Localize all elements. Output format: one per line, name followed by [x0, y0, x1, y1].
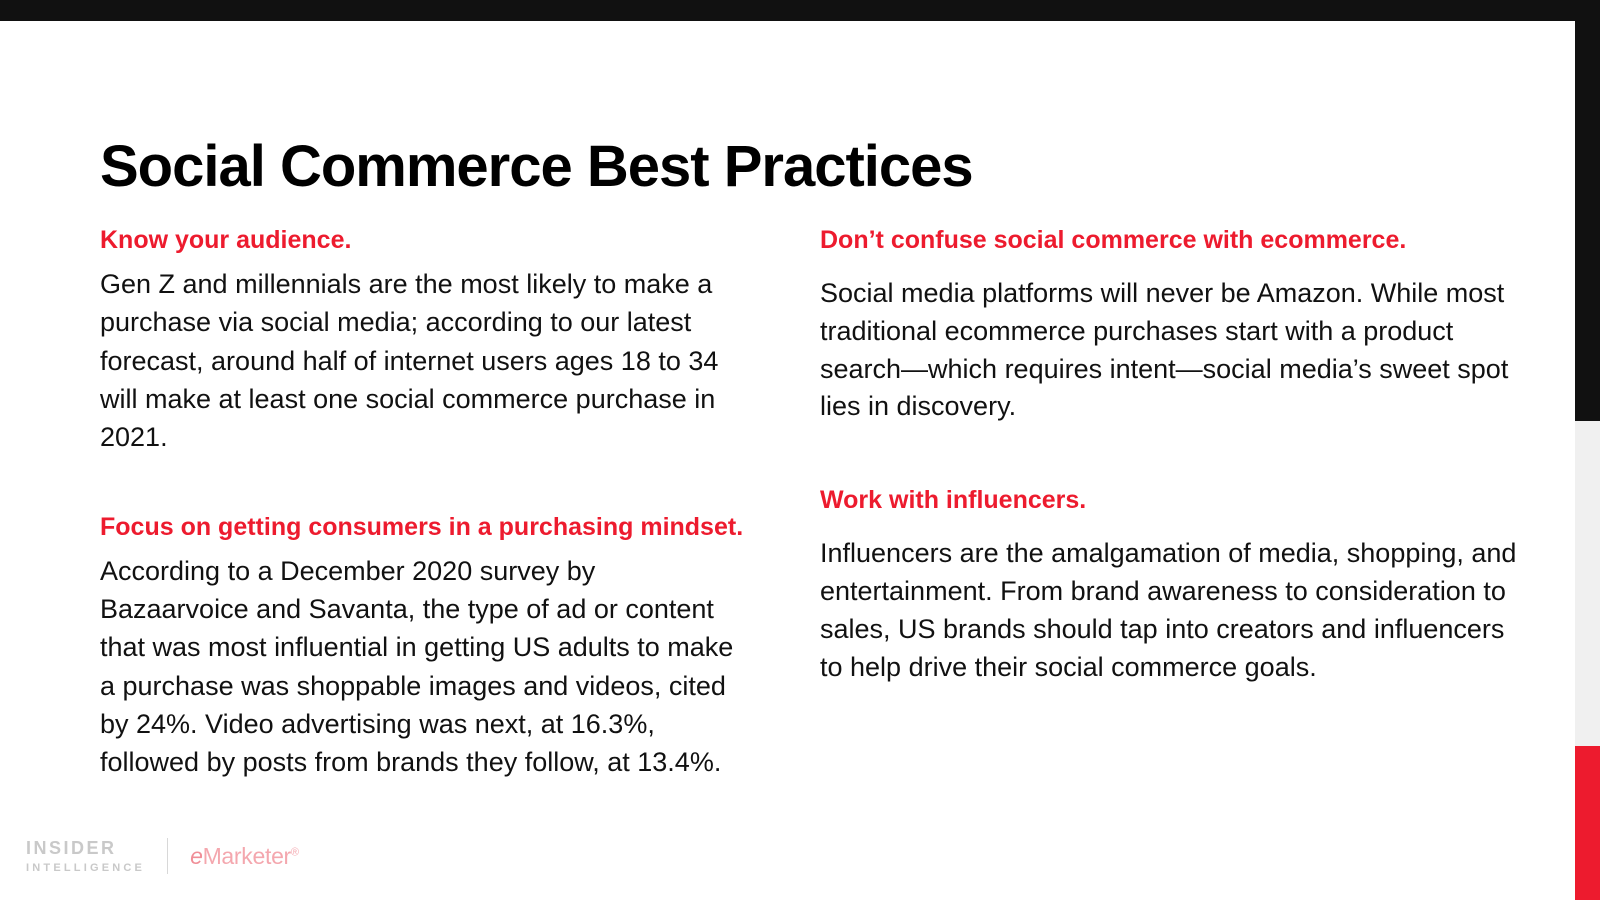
slide-edge-line — [1574, 21, 1575, 900]
insider-logo-line1: INSIDER — [26, 838, 117, 858]
block-body: According to a December 2020 survey by Bazaarvoice and Savanta, the type of ad or content that was most influential in getting US adults to make a purchase was shoppable images and videos, cited by 24%. Video advertising was next, at 16.3%, followed by posts from brands they follow, at 13.4%. — [100, 555, 734, 778]
block-heading: Know your audience. — [100, 226, 352, 254]
block-heading: Focus on getting consumers in a purchasing mindset. — [100, 512, 744, 541]
block-body: Gen Z and millennials are the most likely to make a purchase via social media; according to our latest forecast, around half of internet users ages 18 to 34 will make at least one social commerce purchase in 2021. — [100, 269, 719, 453]
top-decoration-bar — [0, 0, 1600, 21]
emarketer-logo — [168, 843, 299, 870]
slide-canvas — [0, 21, 1575, 900]
emarketer-logo-name: Marketer — [202, 842, 291, 869]
content-block — [100, 513, 745, 782]
footer-logos — [26, 836, 299, 876]
left-column — [100, 226, 745, 816]
insider-intelligence-logo — [26, 838, 167, 874]
content-block — [100, 226, 745, 457]
right-edge-gray-block — [1575, 421, 1600, 746]
right-column — [820, 226, 1520, 816]
content-columns — [100, 226, 1520, 816]
block-heading: Don’t confuse social commerce with ecommerce. — [820, 226, 1407, 254]
block-body: Social media platforms will never be Amazon. While most traditional ecommerce purchases start with a product search—which requires intent—social media’s sweet spot lies in discovery. — [820, 278, 1509, 422]
insider-logo-line2: INTELLIGENCE — [26, 862, 146, 874]
emarketer-registered-mark: ® — [290, 845, 299, 858]
block-spacer — [100, 491, 745, 513]
content-block — [820, 226, 1520, 426]
emarketer-logo-e: e — [190, 842, 203, 869]
page-title: Social Commerce Best Practices — [100, 133, 973, 199]
right-edge-black-block — [1575, 21, 1600, 421]
block-heading: Work with influencers. — [820, 486, 1087, 515]
content-block — [820, 486, 1520, 686]
right-edge-red-block — [1575, 746, 1600, 900]
block-body: Influencers are the amalgamation of media, shopping, and entertainment. From brand awareness to consideration to sales, US brands should tap into creators and influencers to help drive their social commerce goals. — [820, 538, 1517, 682]
